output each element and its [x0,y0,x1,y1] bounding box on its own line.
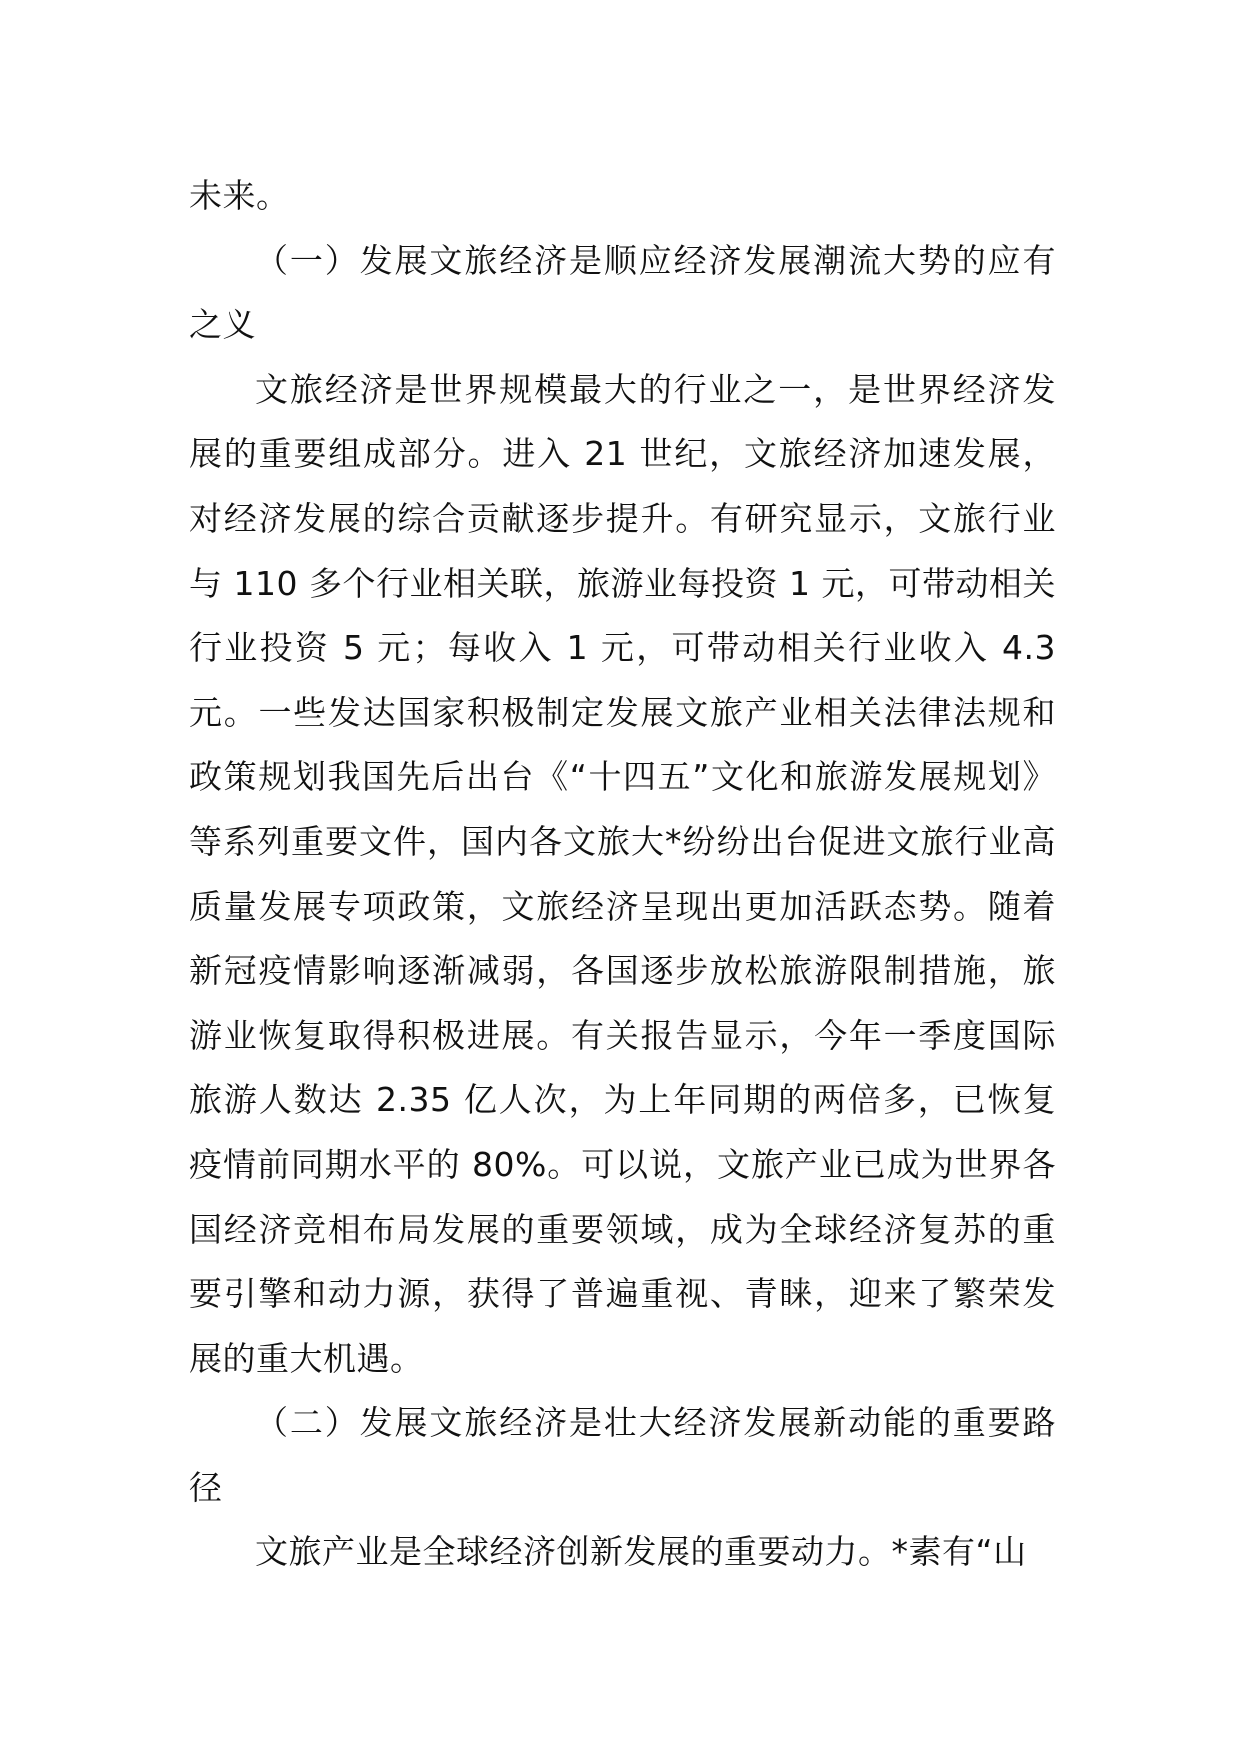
body-paragraph-truncated: 文旅产业是全球经济创新发展的重要动力。*素有“山 [255,1532,1027,1572]
paragraph-continuation: 未来。 [189,176,290,215]
body-paragraph: 文旅经济是世界规模最大的行业之一，是世界经济发展的重要组成部分。进入 21 世纪，文旅经济加速发展，对经济发展的综合贡献逐步提升。有研究显示，文旅行业与 110 多个行业相关联，旅游业每投资 1 元，可带动相关行业投资 5 元；每收入 1 元，可带动相关行业收入 4.3 元。一些发达国家积极制定发展文旅产业相关法律法规和政策规划我国先后出台《“十四五”文化和旅游发展规划》等系列重要文件，国内各文旅大*纷纷出台促进文旅行业高质量发展专项政策，文旅经济呈现出更加活跃态势。随着新冠疫情影响逐渐减弱，各国逐步放松旅游限制措施，旅游业恢复取得积极进展。有关报告显示，今年一季度国际旅游人数达 2.35 亿人次，为上年同期的两倍多，已恢复疫情前同期水平的 80%。可以说，文旅产业已成为世界各国经济竞相布局发展的重要领域，成为全球经济复苏的重要引擎和动力源，获得了普遍重视、青睐，迎来了繁荣发展的重大机遇。 [189,369,1056,1378]
section-heading-1: （一）发展文旅经济是顺应经济发展潮流大势的应有之义 [189,240,1056,345]
section-heading-2: （二）发展文旅经济是壮大经济发展新动能的重要路径 [189,1403,1056,1507]
document-page [189,164,1056,1585]
